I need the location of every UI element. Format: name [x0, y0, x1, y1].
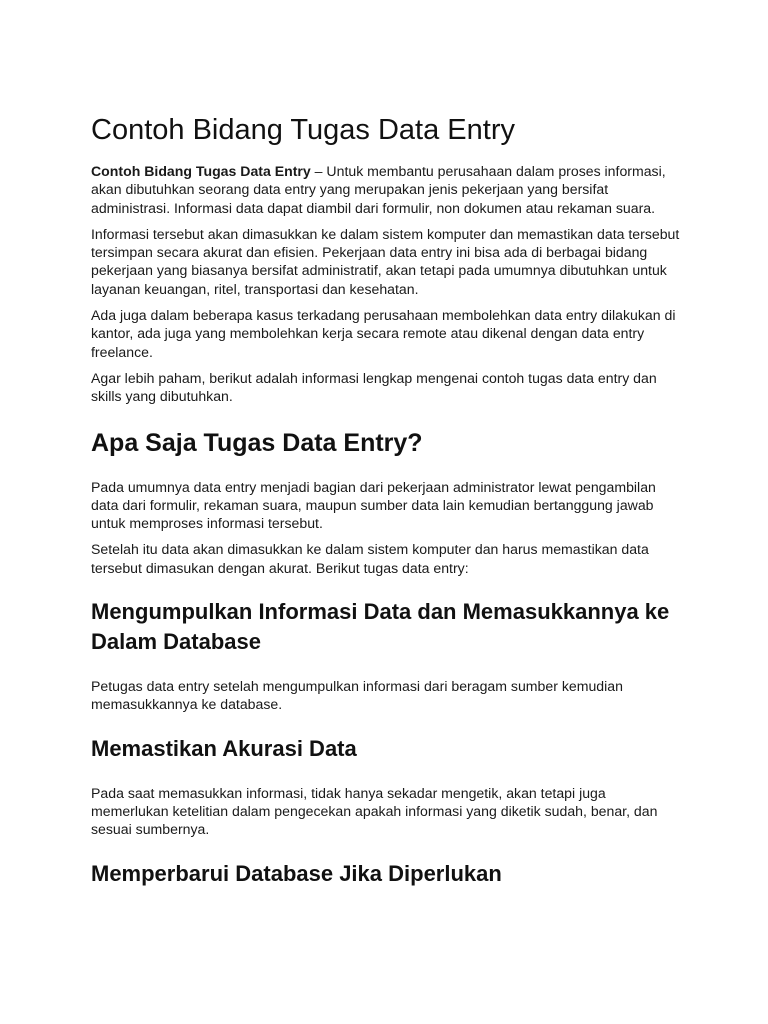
section-collect-data-paragraph: Petugas data entry setelah mengumpulkan informasi dari beragam sumber kemudian memasukkannya ke database.: [91, 678, 623, 713]
paragraph-4: Agar lebih paham, berikut adalah informasi lengkap mengenai contoh tugas data entry dan skills yang dibutuhkan.: [91, 369, 657, 405]
intro-text: – Untuk membantu perusahaan dalam proses informasi, akan dibutuhkan seorang data entry yang merupakan jenis pekerjaan yang bersifat administrasi. Informasi data dapat diambil dari formulir, non dokumen atau rekaman suara.: [91, 163, 666, 216]
document-page: [91, 112, 681, 909]
intro-bold-lead: Contoh Bidang Tugas Data Entry: [91, 163, 311, 179]
section-heading-update-database: Memperbarui Database Jika Diperlukan: [91, 860, 502, 886]
section-heading-collect-data: Mengumpulkan Informasi Data dan Memasukkannya ke Dalam Database: [91, 599, 670, 655]
section-tasks-paragraph-1: Pada umumnya data entry menjadi bagian dari pekerjaan administrator lewat pengambilan data dari formulir, rekaman suara, maupun sumber data lain kemudian bertanggung jawab untuk memproses informasi tersebut.: [91, 478, 656, 532]
section-accuracy-paragraph: Pada saat memasukkan informasi, tidak hanya sekadar mengetik, akan tetapi juga memerlukan ketelitian dalam pengecekan apakah informasi yang diketik sudah, benar, dan sesuai sumbernya.: [91, 784, 658, 838]
section-heading-tasks: Apa Saja Tugas Data Entry?: [91, 428, 423, 457]
intro-paragraph: [91, 162, 681, 217]
paragraph-3: Ada juga dalam beberapa kasus terkadang perusahaan membolehkan data entry dilakukan di kantor, ada juga yang membolehkan kerja secara remote atau dikenal dengan data entry freelance.: [91, 307, 676, 360]
section-heading-accuracy: Memastikan Akurasi Data: [91, 735, 357, 761]
page-title: Contoh Bidang Tugas Data Entry: [91, 114, 515, 146]
section-tasks-paragraph-2: Setelah itu data akan dimasukkan ke dalam sistem komputer dan harus memastikan data tersebut dimasukan dengan akurat. Berikut tugas data entry:: [91, 541, 649, 576]
paragraph-2: Informasi tersebut akan dimasukkan ke dalam sistem komputer dan memastikan data tersebut tersimpan secara akurat dan efisien. Pekerjaan data entry ini bisa ada di berbagai bidang pekerjaan yang biasanya bersifat administratif, akan tetapi pada umumnya dibutuhkan untuk layanan keuangan, ritel, transportasi dan kesehatan.: [91, 225, 680, 297]
